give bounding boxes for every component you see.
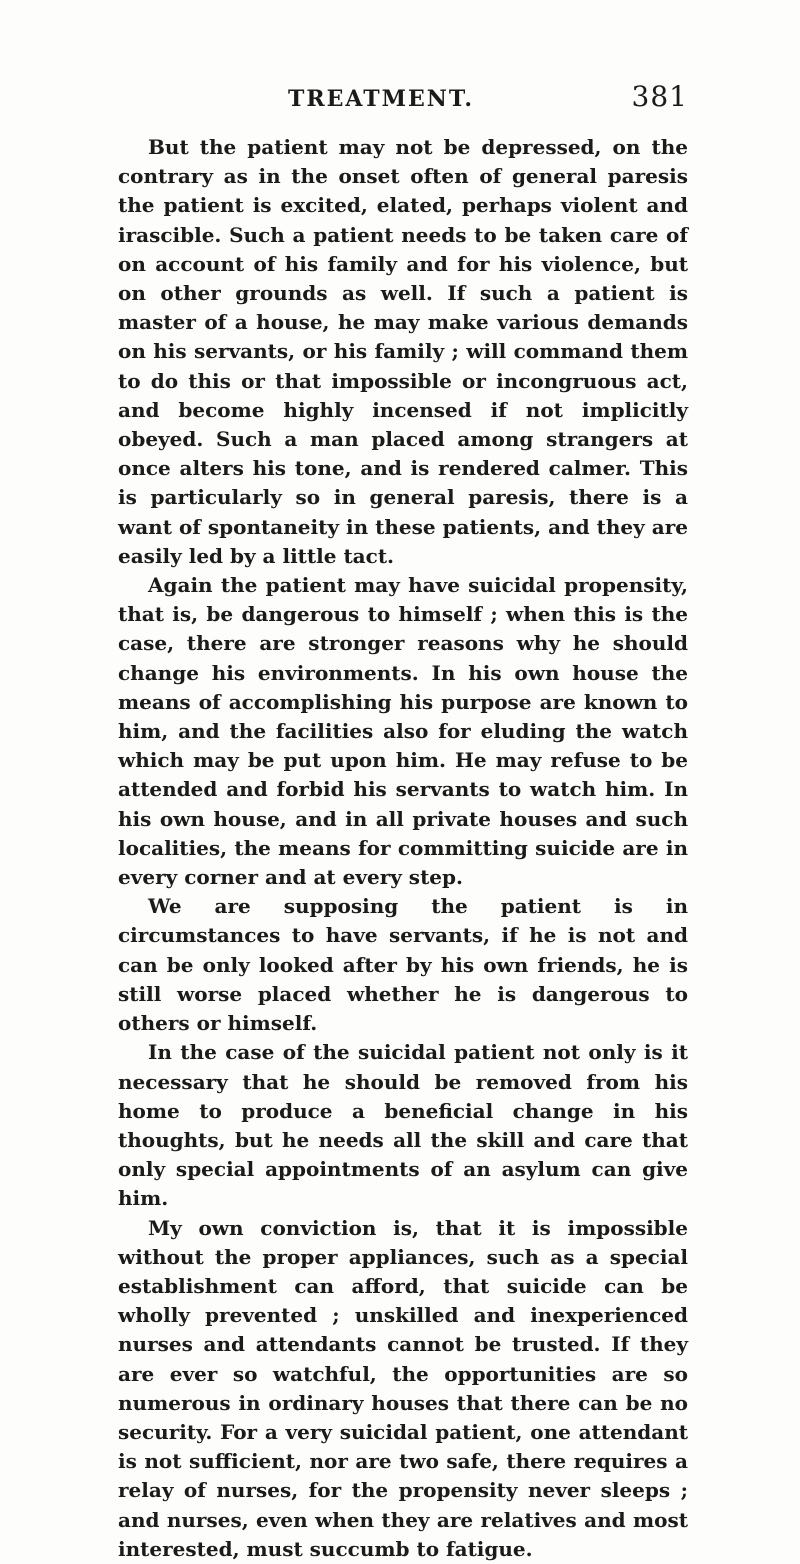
paragraph: In the case of the suicidal patient not only is it necessary that he should be removed from his home to produce a beneficial change in his thoughts, but he needs all the skill and care that only special appointments of an asylum can give him. — [118, 1040, 688, 1211]
body-text — [118, 133, 688, 1564]
page-number: 381 — [631, 80, 688, 113]
paragraph: We are supposing the patient is in circumstances to have servants, if he is not and can be only looked after by his own friends, he is still worse placed whether he is dangerous to others or himself. — [118, 894, 688, 1036]
paragraph: Again the patient may have suicidal propensity, that is, be dangerous to himself ; when this is the case, there are stronger reasons why he should change his environments. In his own house the means of accomplishing his purpose are known to him, and the facilities also for eluding the watch which may be put upon him. He may refuse to be attended and forbid his servants to watch him. In his own house, and in all private houses and such localities, the means for committing suicide are in every corner and at every step. — [118, 573, 688, 890]
running-title: TREATMENT. — [288, 86, 475, 112]
paragraph: My own conviction is, that it is impossible without the proper appliances, such as a special establishment can afford, that suicide can be wholly prevented ; unskilled and inexperienced nurses and attendants cannot be trusted. If they are ever so watchful, the opportunities are so numerous in ordinary houses that there can be no security. For a very suicidal patient, one attendant is not sufficient, nor are two safe, there requires a relay of nurses, for the propensity never sleeps ; and nurses, even when they are relatives and most interested, must succumb to fatigue. — [118, 1215, 688, 1561]
running-head — [118, 82, 688, 122]
paragraph: But the patient may not be depressed, on the contrary as in the onset often of general paresis the patient is excited, elated, perhaps violent and irascible. Such a patient needs to be taken care of on account of his family and for his violence, but on other grounds as well. If such a patient is master of a house, he may make various demands on his servants, or his family ; will command them to do this or that impossible or incongruous act, and become highly incensed if not implicitly obeyed. Such a man placed among strangers at once alters his tone, and is rendered calmer. This is particularly so in general paresis, there is a want of spontaneity in these patients, and they are easily led by a little tact. — [118, 135, 688, 568]
